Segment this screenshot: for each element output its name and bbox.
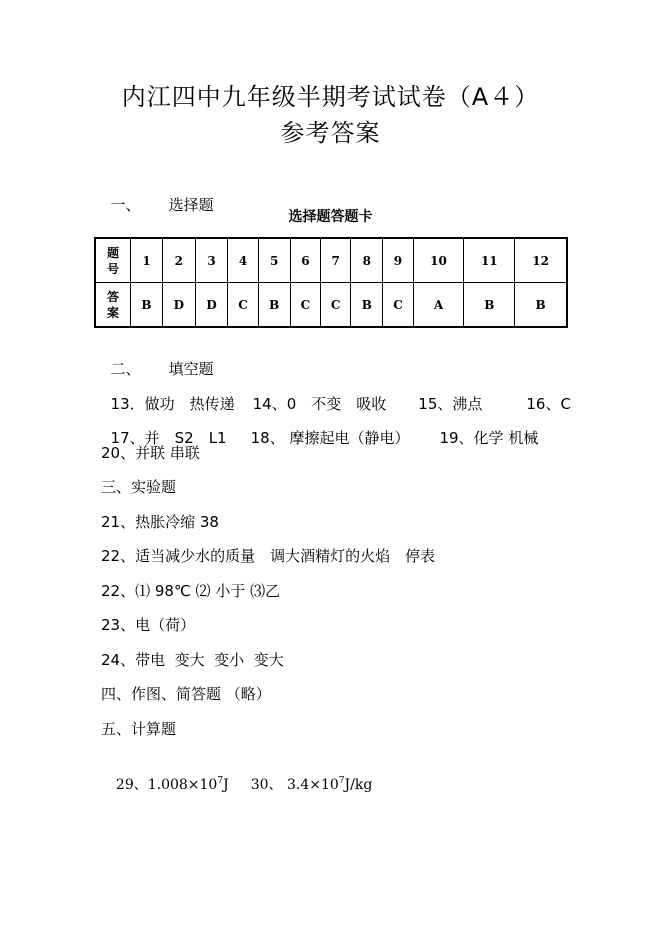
question-number: 8: [351, 238, 383, 283]
answer-q21: 21、热胀冷缩 38: [101, 513, 219, 531]
question-number: 3: [195, 238, 228, 283]
answer-cell: B: [464, 283, 515, 328]
question-number: 1: [131, 238, 163, 283]
answer-line-17-19: [101, 408, 538, 448]
answer-q14: 14、0 不变 吸收: [252, 395, 387, 413]
answer-q16: 16、C: [526, 395, 571, 413]
answer-cell: D: [163, 283, 196, 328]
section-number: 一、: [110, 196, 141, 214]
question-number: 2: [163, 238, 196, 283]
section-fill: [101, 339, 214, 379]
answer-q17: 17、并 S2 L1: [110, 429, 227, 447]
answer-q20: 20、并联 串联: [101, 444, 200, 462]
answer-cell: C: [228, 283, 258, 328]
answer-card-table: [94, 237, 568, 328]
question-number: 10: [413, 238, 464, 283]
table-row-answers: [95, 283, 567, 328]
answer-cell: D: [195, 283, 228, 328]
answer-q13: 13．做功 热传递: [110, 395, 235, 413]
answer-cell: A: [413, 283, 464, 328]
row-label-answer: 答 案: [95, 283, 131, 328]
answer-cell: B: [351, 283, 383, 328]
answer-cell: C: [290, 283, 320, 328]
table-row-numbers: [95, 238, 567, 283]
answer-q15: 15、沸点: [418, 395, 483, 413]
answer-cell: B: [515, 283, 567, 328]
section-drawing: 四、作图、简答题 （略）: [101, 685, 271, 703]
question-number: 6: [290, 238, 320, 283]
section-calculation: 五、计算题: [101, 720, 177, 738]
section-number: 二、: [110, 360, 141, 378]
answer-q23: 23、电（荷）: [101, 616, 196, 634]
question-number: 12: [515, 238, 567, 283]
answer-cell: C: [321, 283, 351, 328]
answer-line-29-30: [107, 755, 372, 795]
question-number: 7: [321, 238, 351, 283]
answer-q19: 19、化学 机械: [439, 429, 539, 447]
question-number: 11: [464, 238, 515, 283]
question-number: 4: [228, 238, 258, 283]
answer-card-caption: 选择题答题卡: [288, 209, 373, 225]
section-title: 选择题: [168, 196, 214, 214]
answer-cell: B: [131, 283, 163, 328]
answer-q22b: 22、⑴ 98℃ ⑵ 小于 ⑶乙: [101, 582, 281, 600]
question-number: 9: [383, 238, 413, 283]
answer-q24: 24、带电 变大 变小 变大: [101, 651, 284, 669]
answer-cell: B: [258, 283, 290, 328]
answer-q30: 30、 $3.4\times 10^7J/kg$: [250, 776, 373, 793]
answer-cell: C: [383, 283, 413, 328]
section-title: 填空题: [168, 360, 214, 378]
question-number: 5: [258, 238, 290, 283]
page-subtitle: 参考答案: [280, 119, 381, 147]
answer-q29: 29、$1.008\times 10^7J$: [115, 776, 229, 793]
page-title: 内江四中九年级半期考试试卷（A４）: [121, 83, 540, 111]
answer-q22a: 22、适当减少水的质量 调大酒精灯的火焰 停表: [101, 547, 436, 565]
answer-q18: 18、 摩擦起电（静电）: [250, 429, 410, 447]
section-experiment: 三、实验题: [101, 478, 177, 496]
row-label-number: 题 号: [95, 238, 131, 283]
